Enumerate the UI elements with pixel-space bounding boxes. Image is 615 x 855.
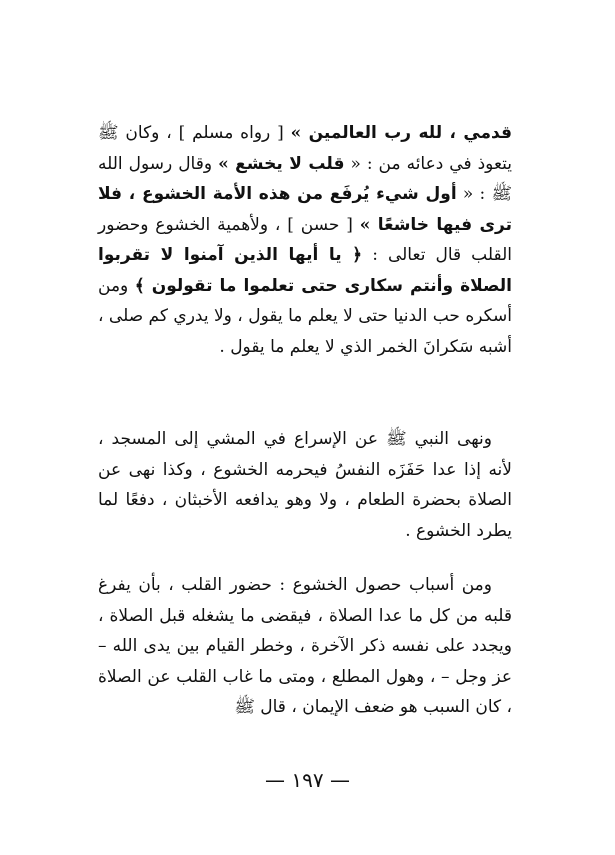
paragraph-1-text-a: [ رواه مسلم ] ، وكان ﷺ يتعوذ في دعائه من : « xyxy=(98,123,513,174)
page-number: — ١٩٧ — xyxy=(265,768,350,792)
paragraph-3: ومن أسباب حصول الخشوع : حضور القلب ، بأن يفرغ قلبه من كل ما عدا الصلاة ، فيقضى ما يشغله قبل الصلاة ، ويجدد على نفسه ذكر الآخرة ، وخطر القيام بين يدى الله – عز وجل – ، وهول المطلع ، ومتى ما غاب القلب عن الصلاة ، كان السبب هو ضعف الإيمان ، قال ﷺ xyxy=(98,575,512,717)
paragraph-2: ونهى النبي ﷺ عن الإسراع في المشي إلى المسجد ، لأنه إذا عدا حَفَزَه النفسُ فيحرمه الخشوع ، وكذا نهى عن الصلاة بحضرة الطعام ، ولا وهو يدافعه الأخبثان ، دفعًا لما يطرد الخشوع . xyxy=(98,429,512,541)
paragraph-1-text-d: ومن أسكره حب الدنيا حتى لا يعلم ما يقول ، ولا يدري كم صلى ، أشبه سَكرانَ الخمر الذي لا يعلم ما يقول . xyxy=(98,275,512,357)
paragraph-1-text-c: [ حسن ] ، ولأهمية الخشوع وحضور القلب قال تعالى : xyxy=(98,214,513,265)
hadith-text-1: قدمي ، لله رب العالمين » xyxy=(290,123,513,143)
hadith-text-3: أول شيء يُرفَع من هذه الأمة الخشوع ، فلا ترى فيها خاشعًا » xyxy=(98,184,512,235)
hadith-text-2: قلب لا يخشع » xyxy=(218,153,345,174)
paragraph-1-text-b: وقال رسول الله ﷺ : « xyxy=(98,153,512,204)
paragraph-1 xyxy=(98,118,512,362)
quran-verse: ﴿ يا أيها الذين آمنوا لا تقربوا الصلاة وأنتم سكارى حتى تعلموا ما تقولون ﴾ xyxy=(98,245,512,296)
